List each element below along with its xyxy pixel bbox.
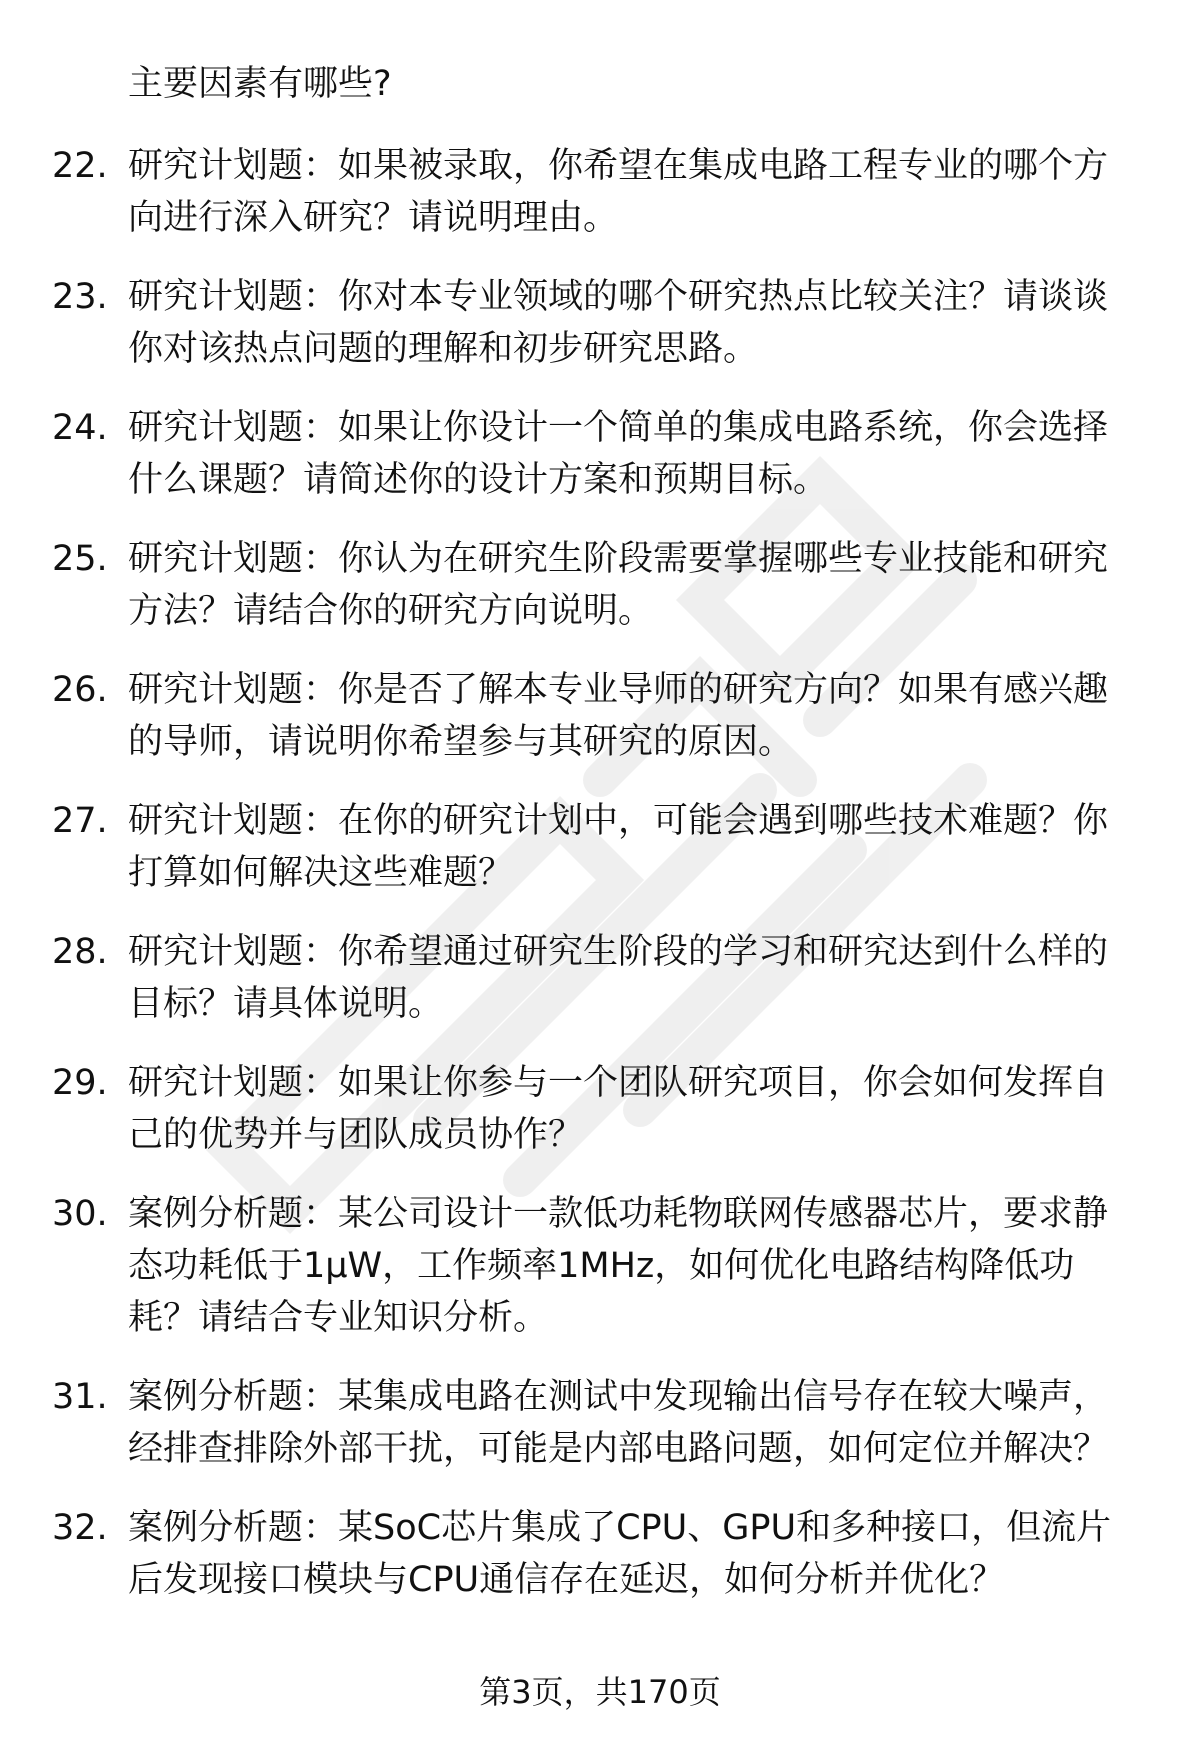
question-text-line: 研究计划题：如果被录取，你希望在集成电路工程专业的哪个方 (128, 146, 1109, 186)
question-number: 24. (52, 408, 108, 448)
question-number: 30. (52, 1194, 108, 1234)
question-text-line: 案例分析题：某集成电路在测试中发现输出信号存在较大噪声， (128, 1377, 1109, 1417)
question-text-line: 案例分析题：某SoC芯片集成了CPU、GPU和多种接口，但流片 (128, 1508, 1112, 1548)
question-text-line: 研究计划题：在你的研究计划中，可能会遇到哪些技术难题？你 (128, 801, 1109, 841)
question-text-line: 目标？请具体说明。 (128, 984, 444, 1024)
question-text-line: 耗？请结合专业知识分析。 (128, 1298, 549, 1338)
question-text-line: 研究计划题：你对本专业领域的哪个研究热点比较关注？请谈谈 (128, 277, 1109, 317)
question-text-line: 你对该热点问题的理解和初步研究思路。 (128, 329, 759, 369)
question-number: 28. (52, 932, 108, 972)
question-number: 23. (52, 277, 108, 317)
question-number: 32. (52, 1508, 108, 1548)
question-text-line: 案例分析题：某公司设计一款低功耗物联网传感器芯片，要求静 (128, 1194, 1109, 1234)
question-number: 22. (52, 146, 108, 186)
question-text-line: 后发现接口模块与CPU通信存在延迟，如何分析并优化？ (128, 1560, 1005, 1600)
question-number: 31. (52, 1377, 108, 1417)
question-number: 29. (52, 1063, 108, 1103)
question-text-line: 研究计划题：你认为在研究生阶段需要掌握哪些专业技能和研究 (128, 539, 1109, 579)
question-number: 26. (52, 670, 108, 710)
question-text-line: 态功耗低于1μW，工作频率1MHz，如何优化电路结构降低功 (128, 1246, 1075, 1286)
question-text-line: 的导师，请说明你希望参与其研究的原因。 (128, 722, 794, 762)
continuation-text: 主要因素有哪些? (128, 64, 392, 104)
question-text-line: 经排查排除外部干扰，可能是内部电路问题，如何定位并解决？ (128, 1429, 1109, 1469)
question-text-line: 己的优势并与团队成员协作？ (128, 1115, 584, 1155)
question-text-line: 打算如何解决这些难题？ (128, 853, 514, 893)
question-text-line: 方法？请结合你的研究方向说明。 (128, 591, 654, 631)
page-footer: 第3页，共170页 (479, 1673, 721, 1711)
question-number: 25. (52, 539, 108, 579)
question-text-line: 研究计划题：如果让你参与一个团队研究项目，你会如何发挥自 (128, 1063, 1109, 1103)
question-text-line: 研究计划题：你是否了解本专业导师的研究方向？如果有感兴趣 (128, 670, 1109, 710)
question-text-line: 研究计划题：如果让你设计一个简单的集成电路系统，你会选择 (128, 408, 1109, 448)
question-text-line: 向进行深入研究？请说明理由。 (128, 198, 619, 238)
question-number: 27. (52, 801, 108, 841)
question-text-line: 什么课题？请简述你的设计方案和预期目标。 (128, 460, 829, 500)
question-text-line: 研究计划题：你希望通过研究生阶段的学习和研究达到什么样的 (128, 932, 1109, 972)
